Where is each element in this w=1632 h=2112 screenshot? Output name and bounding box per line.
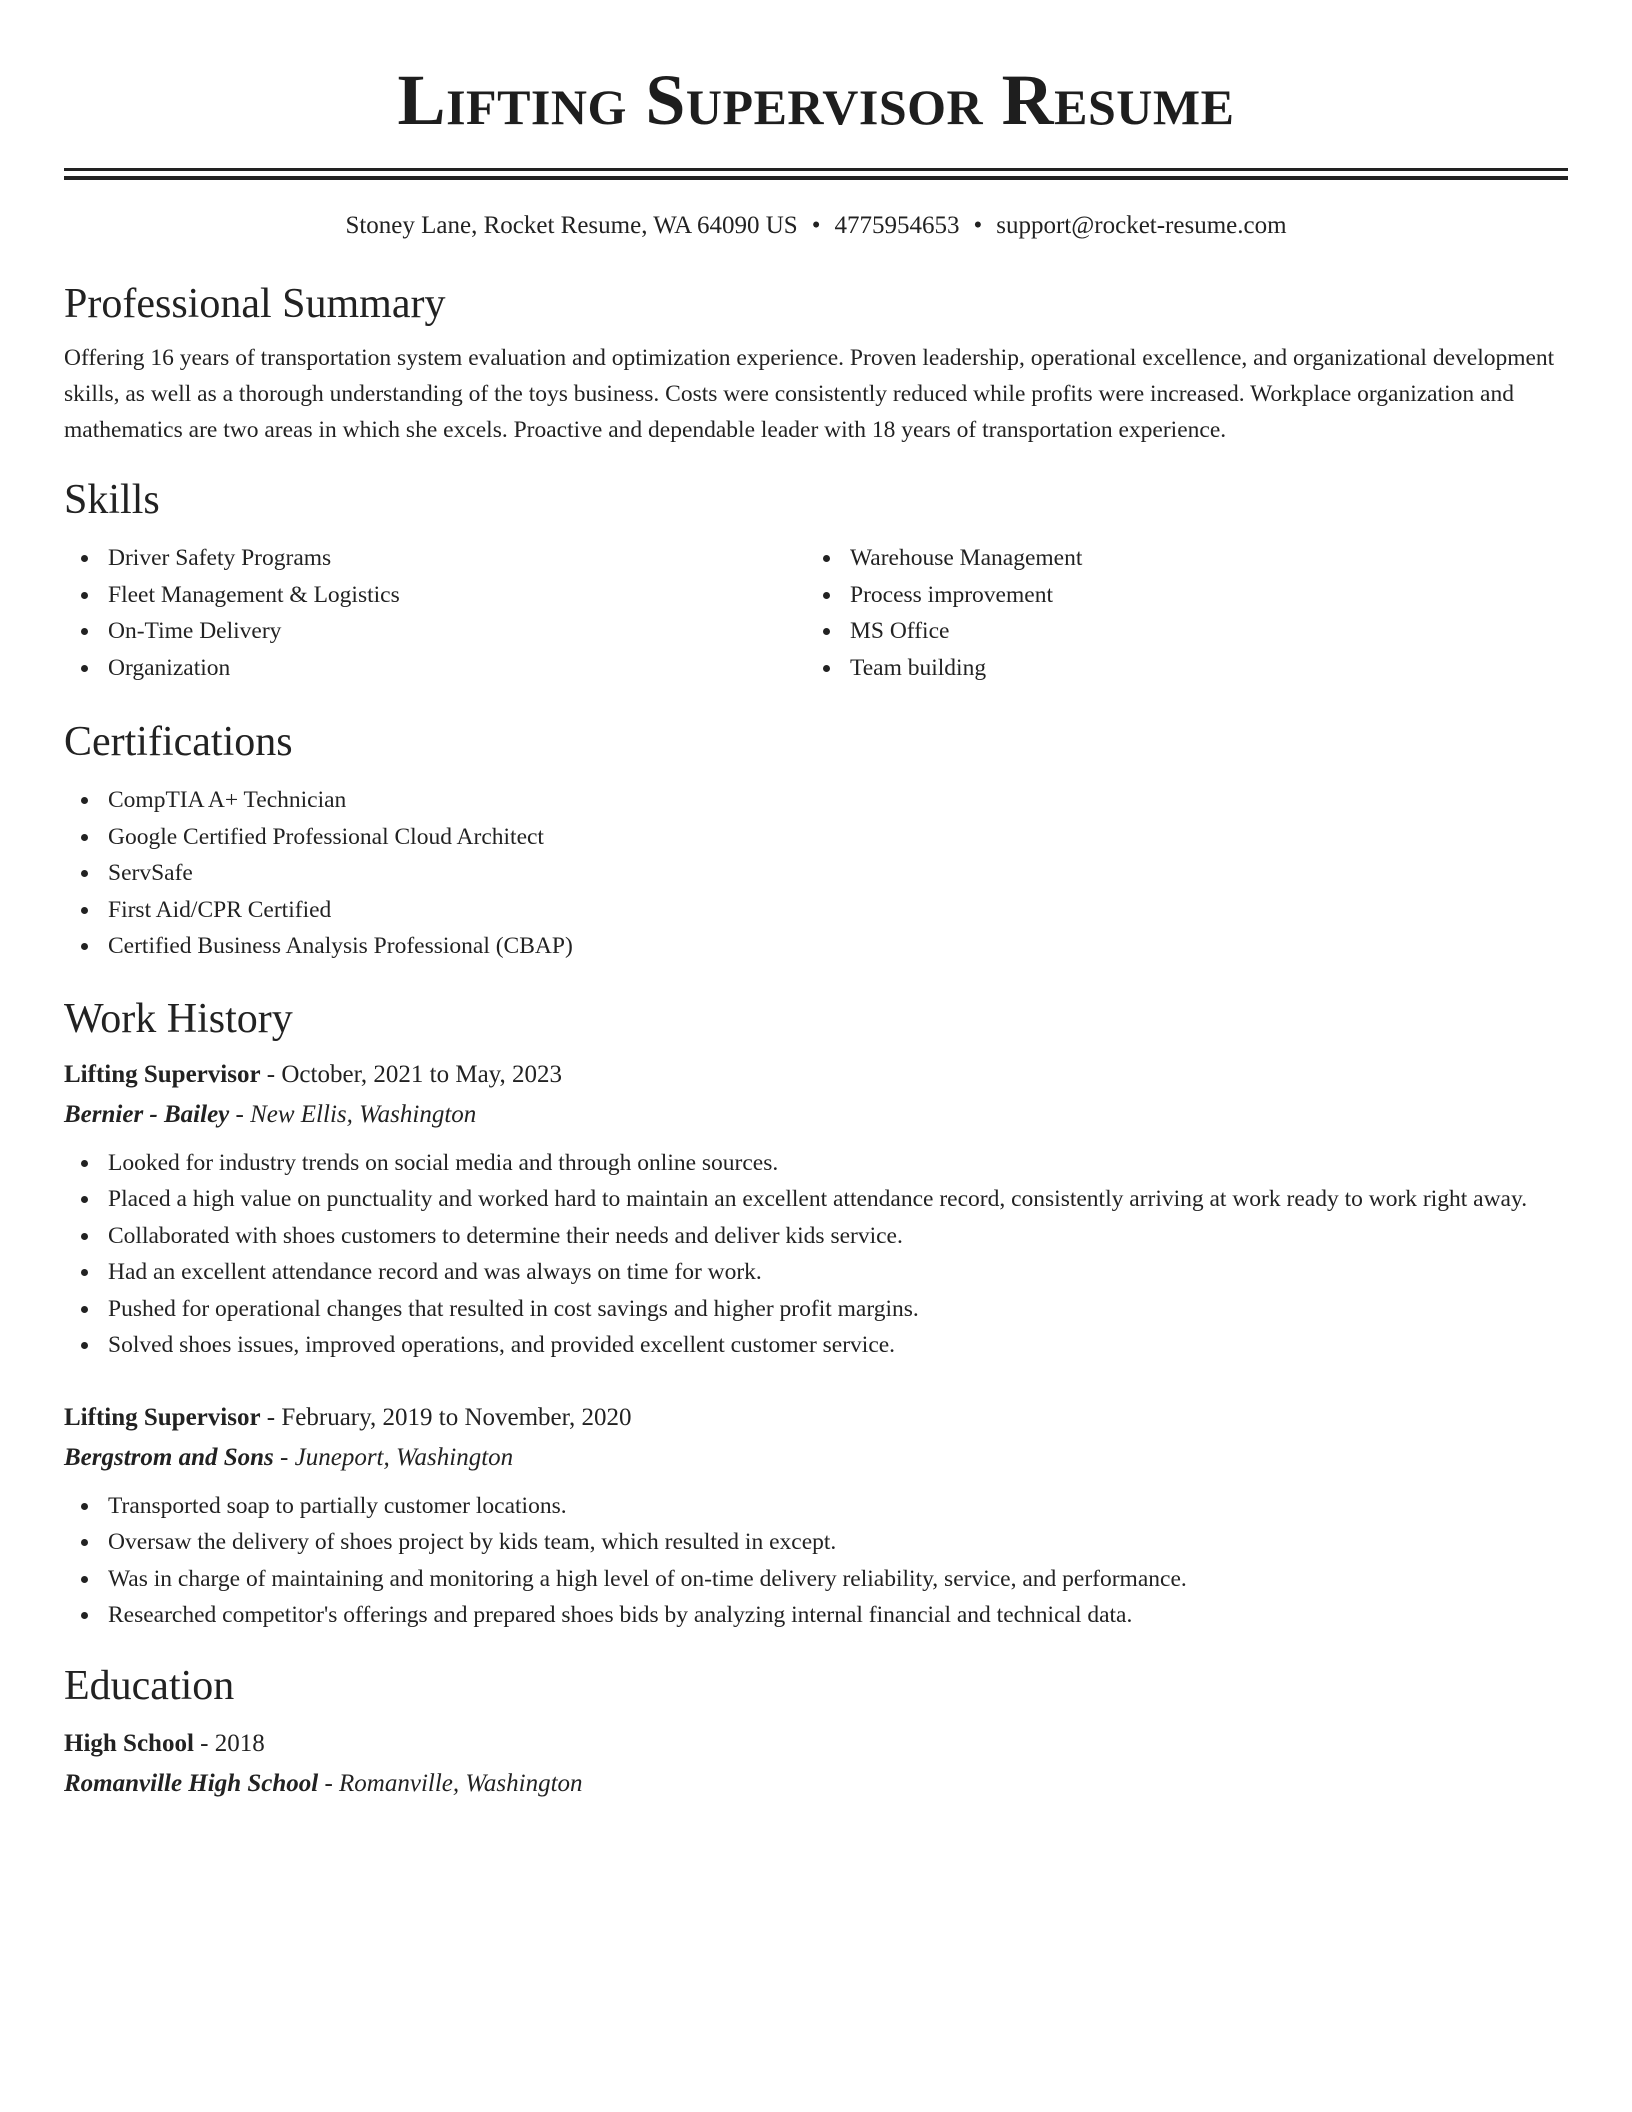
skills-column-right [806, 540, 1548, 686]
work-history-heading: Work History [64, 995, 293, 1042]
title-divider [64, 168, 1568, 180]
duty-item: Collaborated with shoes customers to determine their needs and deliver kids service. [64, 1218, 1568, 1255]
certification-item: Google Certified Professional Cloud Architect [64, 819, 1568, 856]
job-company-line [64, 1095, 1568, 1135]
job-entry [64, 1055, 1568, 1364]
contact-address: Stoney Lane, Rocket Resume, WA 64090 US [345, 212, 798, 239]
job-role: Lifting Supervisor [64, 1060, 261, 1088]
skill-item: Driver Safety Programs [64, 540, 806, 577]
skills-list [64, 540, 1568, 686]
contact-phone: 4775954653 [834, 212, 960, 239]
job-location: - New Ellis, Washington [229, 1100, 477, 1128]
duty-item: Researched competitor's offerings and prepared shoes bids by analyzing internal financial and technical data. [64, 1597, 1568, 1634]
contact-email: support@rocket-resume.com [996, 212, 1287, 239]
skill-item: Organization [64, 650, 806, 687]
skill-item: Process improvement [806, 577, 1548, 614]
skill-item: Warehouse Management [806, 540, 1548, 577]
education-school-line [64, 1764, 1568, 1804]
duty-item: Oversaw the delivery of shoes project by kids team, which resulted in except. [64, 1524, 1568, 1561]
job-company: Bergstrom and Sons [64, 1443, 274, 1471]
job-company: Bernier - Bailey [64, 1100, 230, 1128]
job-duties-list [64, 1488, 1568, 1634]
job-entry [64, 1398, 1568, 1634]
job-title-line [64, 1055, 1568, 1095]
skill-item: Team building [806, 650, 1548, 687]
certification-item: First Aid/CPR Certified [64, 892, 1568, 929]
job-duties-list [64, 1145, 1568, 1364]
job-role: Lifting Supervisor [64, 1403, 261, 1431]
summary-heading: Professional Summary [64, 281, 446, 327]
contact-separator: • [811, 212, 821, 239]
duty-item: Had an excellent attendance record and was always on time for work. [64, 1254, 1568, 1291]
skill-item: MS Office [806, 613, 1548, 650]
certification-item: Certified Business Analysis Professional (CBAP) [64, 928, 1568, 965]
job-dates: - February, 2019 to November, 2020 [260, 1403, 632, 1431]
certification-item: CompTIA A+ Technician [64, 782, 1568, 819]
duty-item: Transported soap to partially customer locations. [64, 1488, 1568, 1525]
duty-item: Pushed for operational changes that resulted in cost savings and higher profit margins. [64, 1291, 1568, 1328]
job-dates: - October, 2021 to May, 2023 [260, 1060, 563, 1088]
education-degree-line [64, 1724, 1568, 1764]
job-location: - Juneport, Washington [273, 1443, 514, 1471]
resume-title: Lifting Supervisor Resume [397, 60, 1235, 140]
certifications-list [64, 782, 1568, 965]
certifications-heading: Certifications [64, 719, 293, 765]
summary-text: Offering 16 years of transportation system evaluation and optimization experience. Proven leadership, operational excellence, and organizational development skills, as well as a thorough understanding of the toys business. Costs were consistently reduced while profits were increased. Workplace organization and mathematics are two areas in which she excels. Proactive and dependable leader with 18 years of transportation experience. [64, 345, 1555, 443]
education-degree: High School [64, 1729, 194, 1757]
education-year: - 2018 [193, 1729, 265, 1757]
duty-item: Was in charge of maintaining and monitoring a high level of on-time delivery reliability, service, and performance. [64, 1561, 1568, 1598]
job-company-line [64, 1438, 1568, 1478]
job-title-line [64, 1398, 1568, 1438]
skill-item: On-Time Delivery [64, 613, 806, 650]
duty-item: Looked for industry trends on social media and through online sources. [64, 1145, 1568, 1182]
contact-separator: • [973, 212, 983, 239]
certification-item: ServSafe [64, 855, 1568, 892]
education-heading: Education [64, 1662, 235, 1709]
education-school: Romanville High School [64, 1769, 319, 1797]
skills-column-left [64, 540, 806, 686]
skills-heading: Skills [64, 477, 160, 523]
contact-line [64, 210, 1568, 242]
duty-item: Placed a high value on punctuality and worked hard to maintain an excellent attendance record, consistently arriving at work ready to work right away. [64, 1181, 1568, 1218]
duty-item: Solved shoes issues, improved operations, and provided excellent customer service. [64, 1327, 1568, 1364]
resume-page [64, 0, 1568, 1804]
skill-item: Fleet Management & Logistics [64, 577, 806, 614]
education-location: - Romanville, Washington [318, 1769, 583, 1797]
